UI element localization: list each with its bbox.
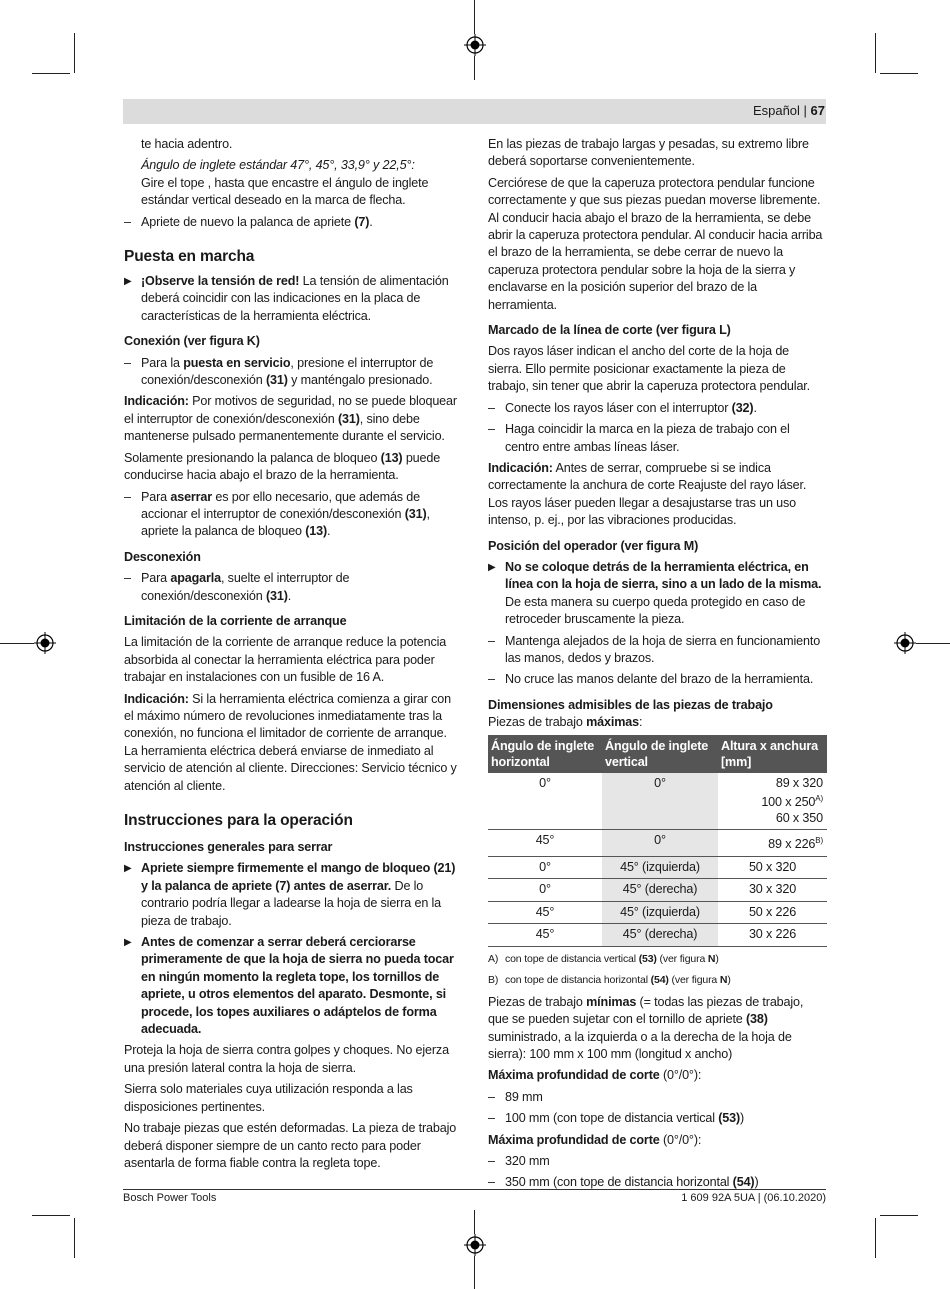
list-item: – 350 mm (con tope de distancia horizontal (54)) bbox=[488, 1174, 826, 1191]
crop-mark bbox=[474, 1210, 475, 1234]
table-row bbox=[488, 773, 827, 830]
subsection-heading: Posición del operador (ver figura M) bbox=[488, 538, 699, 553]
registration-mark-icon bbox=[464, 34, 486, 56]
table-header: Altura x anchura [mm] bbox=[718, 735, 827, 773]
paragraph: Solamente presionando la palanca de bloqueo (13) puede conducirse hacia abajo el brazo de la herramienta. bbox=[124, 450, 441, 483]
table-cell: 0° bbox=[488, 879, 602, 902]
table-cell: 30 x 320 bbox=[718, 879, 827, 902]
table-row bbox=[488, 879, 827, 902]
list-item: – Apriete de nuevo la palanca de apriete (7). bbox=[124, 214, 462, 231]
footnote: A) con tope de distancia vertical (53) (ver figura N) bbox=[488, 952, 719, 965]
list-item: – Haga coincidir la marca en la pieza de trabajo con el centro entre ambas líneas láser. bbox=[488, 421, 826, 456]
table-cell: 45° bbox=[488, 830, 602, 857]
table-header: Ángulo de inglete vertical bbox=[602, 735, 718, 773]
crop-mark bbox=[875, 33, 876, 73]
table-row bbox=[488, 924, 827, 947]
header-language: Español bbox=[752, 103, 800, 118]
warning-item: ▶ Antes de comenzar a serrar deberá cerciorarse primeramente de que la hoja de sierra no pueda tocar en ningún momento la regleta tope, los tornillos de apriete, u otros elementos del aparato. Desmonte, si procede, los topes auxiliares o adáptelos de forma adecuada. bbox=[124, 934, 462, 1038]
table-row bbox=[488, 830, 827, 857]
subsection-heading: Desconexión bbox=[124, 549, 201, 564]
crop-mark bbox=[875, 1218, 876, 1258]
left-column bbox=[124, 136, 462, 1176]
subsection-heading: Conexión (ver figura K) bbox=[124, 334, 260, 349]
note-paragraph: Indicación: Si la herramienta eléctrica comienza a girar con el máximo número de revoluciones inmediatamente tras la conexión, no funciona el limitador de corriente de arranque. La herramienta eléctrica deberá enviarse de inmediato al servicio de atención al cliente. Direcciones: Servicio técnico y atención al cliente. bbox=[124, 691, 457, 793]
paragraph: Piezas de trabajo máximas: bbox=[488, 715, 643, 730]
table-cell: 50 x 226 bbox=[718, 901, 827, 924]
registration-mark-icon bbox=[464, 1234, 486, 1256]
crop-mark bbox=[0, 643, 34, 644]
paragraph: En las piezas de trabajo largas y pesadas, su extremo libre deberá soportarse convenientemente. bbox=[488, 137, 809, 169]
list-item: – No cruce las manos delante del brazo de la herramienta. bbox=[488, 671, 826, 688]
crop-mark bbox=[74, 1218, 75, 1258]
footer-rule bbox=[123, 1189, 826, 1190]
table-cell: 0° bbox=[488, 856, 602, 879]
table-cell: 45° (derecha) bbox=[602, 879, 718, 902]
list-item: – Para la puesta en servicio, presione el interruptor de conexión/desconexión (31) y manténgalo presionado. bbox=[124, 355, 462, 390]
note-paragraph: Indicación: Por motivos de seguridad, no se puede bloquear el interruptor de conexión/desconexión (31), sino debe mantenerse pulsado permanentemente durante el servicio. bbox=[124, 394, 457, 444]
crop-mark bbox=[32, 73, 70, 74]
crop-mark bbox=[916, 643, 950, 644]
list-item: – Conecte los rayos láser con el interruptor (32). bbox=[488, 400, 826, 417]
header-band bbox=[123, 99, 826, 124]
warning-item: ▶ ¡Observe la tensión de red! La tensión de alimentación deberá coincidir con las indicaciones en la placa de características de la herramienta eléctrica. bbox=[124, 273, 462, 325]
crop-mark bbox=[474, 0, 475, 34]
paragraph: No trabaje piezas que estén deformadas. La pieza de trabajo deberá disponer siempre de un canto recto para poder asentarla de forma fiable contra la regleta tope. bbox=[124, 1121, 457, 1170]
table-cell: 0° bbox=[488, 773, 602, 830]
crop-mark bbox=[32, 1215, 70, 1216]
crop-mark bbox=[474, 1256, 475, 1289]
footer-doc-number: 1 609 92A 5UA | (06.10.2020) bbox=[681, 1192, 826, 1204]
table-cell: 45° bbox=[488, 901, 602, 924]
crop-mark bbox=[74, 33, 75, 73]
section-heading: Puesta en marcha bbox=[124, 248, 255, 266]
paragraph: La limitación de la corriente de arranque reduce la potencia absorbida al conectar la herramienta eléctrica para poder trabajar en instalaciones con un fusible de 16 A. bbox=[124, 635, 447, 685]
right-column bbox=[488, 136, 826, 1196]
table-cell: 45° (derecha) bbox=[602, 924, 718, 947]
paragraph: Piezas de trabajo mínimas (= todas las piezas de trabajo, que se pueden sujetar con el tornillo de apriete (38) suministrado, a la izquierda o a la derecha de la hoja de sierra): 100 mm x 100 mm (longitud x ancho) bbox=[488, 994, 804, 1061]
subsection-heading: Instrucciones generales para serrar bbox=[124, 840, 333, 854]
section-heading: Instrucciones para la operación bbox=[124, 812, 353, 829]
paragraph: Dos rayos láser indican el ancho del corte de la hoja de sierra. Ello permite posicionar exactamente la pieza de trabajo, sin tener que abrir la caperuza protectora pendular. bbox=[488, 344, 810, 394]
paragraph bbox=[124, 157, 462, 174]
paragraph: Proteja la hoja de sierra contra golpes y choques. No ejerza una presión lateral contra la hoja de sierra. bbox=[124, 1043, 449, 1075]
list-item: – Para aserrar es por ello necesario, que además de accionar el interruptor de conexión/desconexión (31), apriete la palanca de bloqueo (13). bbox=[124, 489, 462, 541]
list-item: – Para apagarla, suelte el interruptor de conexión/desconexión (31). bbox=[124, 570, 462, 605]
note-paragraph: Indicación: Antes de serrar, compruebe si se indica correctamente la anchura de corte Reajuste del rayo láser. Los rayos láser pueden llegar a desajustarse tras un uso intenso, p. ej., por las vibraciones producidas. bbox=[488, 460, 807, 528]
page-number: 67 bbox=[810, 103, 825, 118]
table-row bbox=[488, 901, 827, 924]
table-cell: 89 x 320 100 x $250^{A)}$ 60 x 350 bbox=[718, 773, 827, 830]
crop-mark bbox=[474, 56, 475, 80]
footer-brand: Bosch Power Tools bbox=[123, 1192, 217, 1204]
crop-mark bbox=[880, 73, 918, 74]
table-cell: 30 x 226 bbox=[718, 924, 827, 947]
footnote: B) con tope de distancia horizontal (54) (ver figura N) bbox=[488, 974, 731, 987]
table-cell: 45° (izquierda) bbox=[602, 901, 718, 924]
page-header: Español | 67 bbox=[752, 103, 825, 118]
subsection-heading: Dimensiones admisibles de las piezas de trabajo bbox=[488, 697, 773, 712]
paragraph: Máxima profundidad de corte (0°/0°): bbox=[488, 1132, 702, 1147]
registration-mark-icon bbox=[894, 632, 916, 654]
list-item: – 100 mm (con tope de distancia vertical (53)) bbox=[488, 1110, 826, 1127]
std-angle-heading: Ángulo de inglete estándar 47°, 45°, 33,9° y 22,5°: bbox=[141, 158, 415, 173]
registration-mark-icon bbox=[34, 632, 56, 654]
table-row bbox=[488, 856, 827, 879]
paragraph: te hacia adentro. bbox=[141, 137, 233, 151]
warning-item: ▶ No se coloque detrás de la herramienta eléctrica, en línea con la hoja de sierra, sino a un lado de la misma. De esta manera su cuerpo queda protegido en caso de retroceder bruscamente la pieza. bbox=[488, 559, 826, 629]
subsection-heading: Limitación de la corriente de arranque bbox=[124, 613, 347, 628]
list-item: – Mantenga alejados de la hoja de sierra en funcionamiento las manos, dedos y brazos. bbox=[488, 633, 826, 668]
table-cell: 45° bbox=[488, 924, 602, 947]
table-cell: 45° (izquierda) bbox=[602, 856, 718, 879]
table-cell: 50 x 320 bbox=[718, 856, 827, 879]
table-cell: 0° bbox=[602, 773, 718, 830]
list-item: – 320 mm bbox=[488, 1153, 826, 1170]
paragraph: Sierra solo materiales cuya utilización responda a las disposiciones pertinentes. bbox=[124, 1082, 413, 1114]
paragraph: Gire el tope , hasta que encastre el ángulo de inglete estándar vertical deseado en la marca de flecha. bbox=[141, 175, 429, 208]
table-cell: 89 x $226^{B)}$ bbox=[718, 830, 827, 857]
crop-mark bbox=[880, 1215, 918, 1216]
warning-item: ▶ Apriete siempre firmemente el mango de bloqueo (21) y la palanca de apriete (7) antes de aserrar. De lo contrario podría llegar a ladearse la hoja de sierra en la pieza de trabajo. bbox=[124, 860, 462, 930]
subsection-heading: Marcado de la línea de corte (ver figura L) bbox=[488, 323, 731, 338]
paragraph: Máxima profundidad de corte (0°/0°): bbox=[488, 1068, 702, 1083]
paragraph: Cerciórese de que la caperuza protectora pendular funcione correctamente y que sus piezas puedan moverse libremente. Al conducir hacia abajo el brazo de la herramienta, se debe abrir la caperuza protectora pendular. Al conducir hacia arriba el brazo de la herramienta, se debe cerrar de nuevo la caperuza protectora pendular sobre la hoja de la sierra y enclavarse en la posición superior del brazo de la herramienta. bbox=[488, 175, 823, 312]
table-header: Ángulo de inglete horizontal bbox=[488, 735, 602, 773]
list-item: – 89 mm bbox=[488, 1089, 826, 1106]
dimensions-table bbox=[488, 735, 827, 947]
table-cell: 0° bbox=[602, 830, 718, 857]
